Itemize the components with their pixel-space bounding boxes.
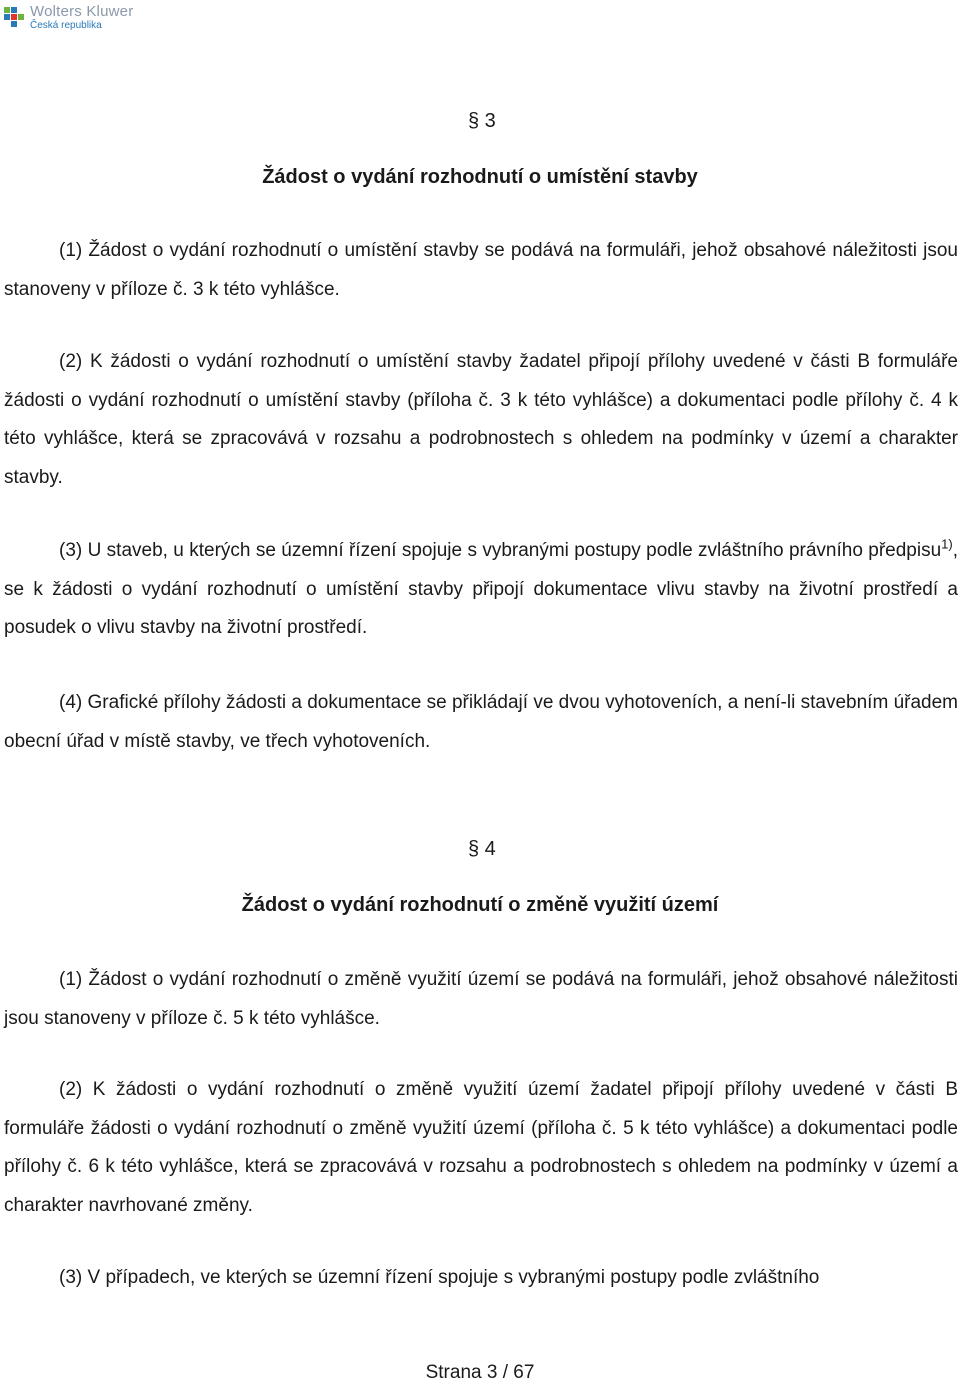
logo-name: Wolters Kluwer bbox=[30, 3, 134, 20]
section-3-paragraph-3-text-continued: , se k žádosti o vydání rozhodnutí o umístění stavby připojí dokumentace vlivu stavby na životní prostředí a posudek o vlivu stavby na životní prostředí. bbox=[4, 540, 958, 638]
section-3-paragraph-2: (2) K žádosti o vydání rozhodnutí o umístění stavby žadatel připojí přílohy uvedené v části B formuláře žádosti o vydání rozhodnutí o umístění stavby (příloha č. 3 k této vyhlášce) a dokumentaci podle přílohy č. 4 k této vyhlášce, která se zpracovává v rozsahu a podrobnostech s ohledem na podmínky v území a charakter stavby. bbox=[4, 351, 958, 488]
section-4-paragraph-2: (2) K žádosti o vydání rozhodnutí o změně využití území žadatel připojí přílohy uvedené v části B formuláře žádosti o vydání rozhodnutí o změně využití území (příloha č. 5 k této vyhlášce) a dokumentaci podle přílohy č. 6 k této vyhlášce, která se zpracovává v rozsahu a podrobnostech s ohledem na podmínky v území a charakter navrhované změny. bbox=[4, 1079, 958, 1216]
logo-subtitle: Česká republika bbox=[30, 20, 102, 31]
section-3-paragraph-3-text: (3) U staveb, u kterých se územní řízení spojuje s vybranými postupy podle zvláštního právního předpisu bbox=[59, 540, 942, 561]
section-3-number: § 3 bbox=[468, 110, 496, 132]
section-3-title: Žádost o vydání rozhodnutí o umístění stavby bbox=[262, 166, 698, 188]
section-3-paragraph-1: (1) Žádost o vydání rozhodnutí o umístění stavby se podává na formuláři, jehož obsahové náležitosti jsou stanoveny v příloze č. 3 k této vyhlášce. bbox=[4, 240, 958, 300]
page-number: Strana 3 / 67 bbox=[425, 1362, 535, 1383]
section-4-title: Žádost o vydání rozhodnutí o změně využití území bbox=[241, 894, 719, 916]
section-4-paragraph-1: (1) Žádost o vydání rozhodnutí o změně využití území se podává na formuláři, jehož obsahové náležitosti jsou stanoveny v příloze č. 5 k této vyhlášce. bbox=[4, 969, 958, 1029]
section-3-paragraph-4: (4) Grafické přílohy žádosti a dokumentace se přikládají ve dvou vyhotoveních, a není-li stavebním úřadem obecní úřad v místě stavby, ve třech vyhotoveních. bbox=[4, 692, 958, 752]
section-3-paragraph-3 bbox=[4, 532, 958, 648]
footnote-reference: 1) bbox=[941, 536, 953, 552]
wolters-kluwer-logo-icon bbox=[4, 5, 26, 31]
section-4-paragraph-3: (3) V případech, ve kterých se územní řízení spojuje s vybranými postupy podle zvláštního bbox=[59, 1267, 820, 1288]
publisher-logo bbox=[4, 4, 133, 31]
section-4-number: § 4 bbox=[468, 838, 496, 860]
